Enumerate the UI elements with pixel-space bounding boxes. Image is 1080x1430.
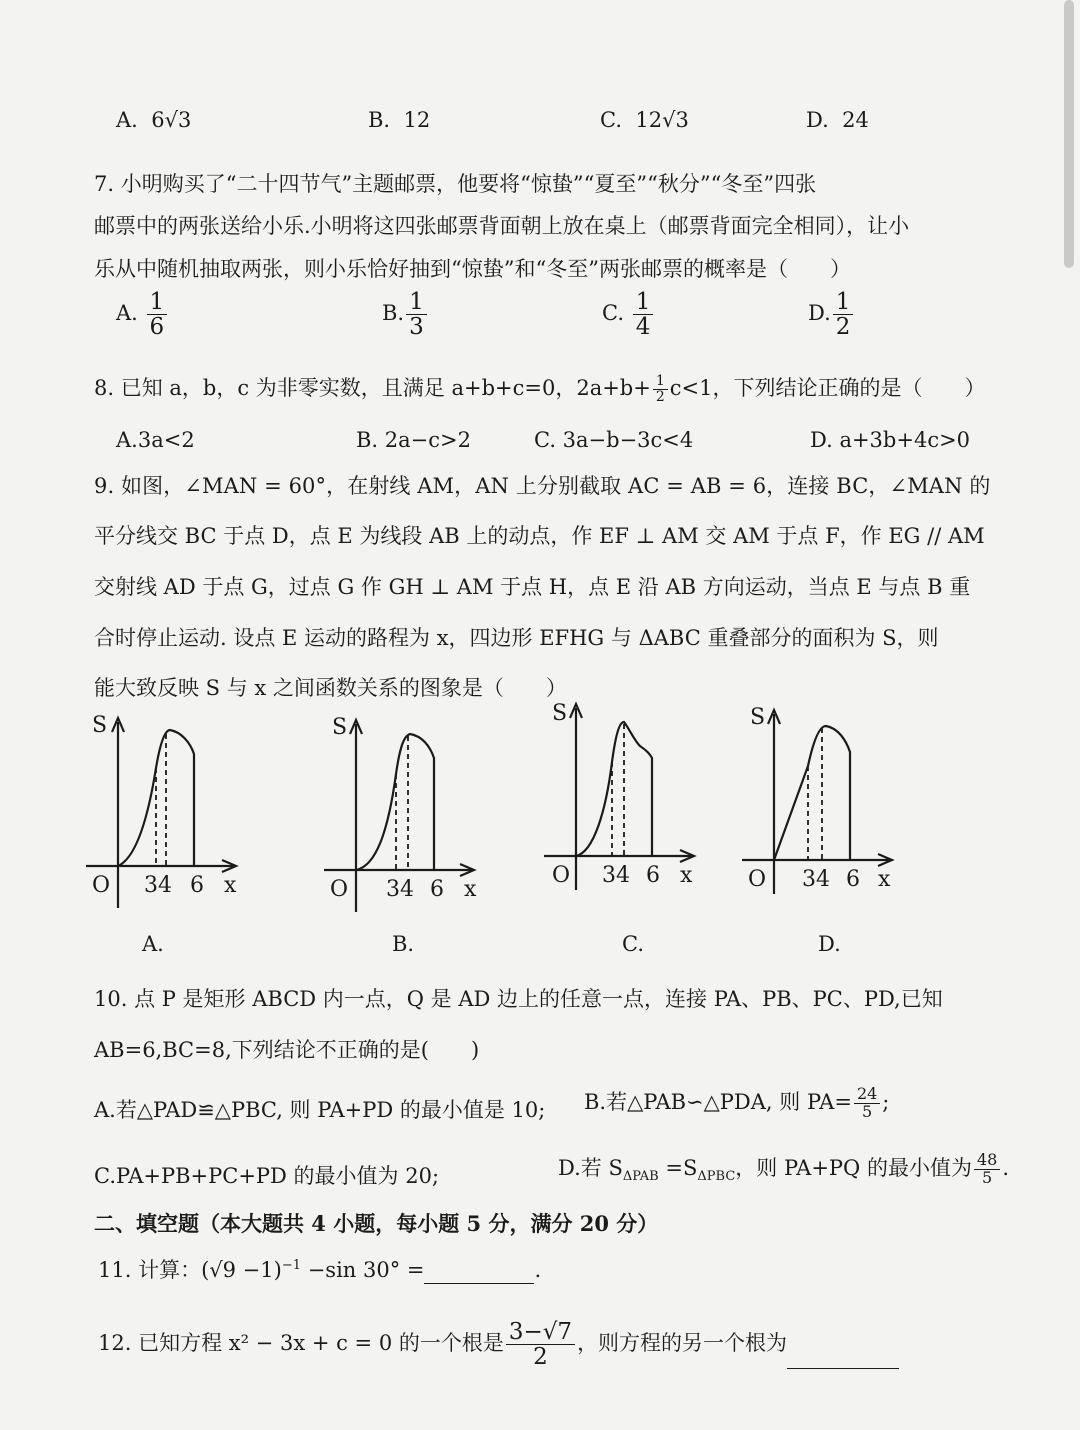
graph-c-s-label: S xyxy=(552,701,568,726)
q11-line: 11. 计算：$(√9 -1)^{-1} -\sin$ 30° = . xyxy=(98,1258,542,1282)
graph-d-s-label: S xyxy=(750,705,766,730)
q8-half-fraction: $\frac{1}{2}$ xyxy=(653,374,668,404)
q10-option-a: A.若△PAD≌△PBC, 则 PA+PD 的最小值是 10; xyxy=(94,1098,546,1122)
q7-option-a: A. $\frac{1}{6}$ xyxy=(116,290,169,339)
q7-line1: 7. 小明购买了“二十四节气”主题邮票，他要将“惊蛰”“夏至”“秋分”“冬至”四张 xyxy=(94,172,817,196)
graph-a-o-label: O xyxy=(92,873,111,898)
q11-answer-blank[interactable] xyxy=(424,1263,534,1284)
graph-d-option: D. xyxy=(818,932,841,956)
q8-option-c: C. 3a−b−3c<4 xyxy=(534,428,694,452)
graph-c-tick-34: 34 xyxy=(602,863,630,888)
graph-b-o-label: O xyxy=(330,877,349,902)
graph-c-o-label: O xyxy=(552,863,571,888)
q7-line3: 乐从中随机抽取两张，则小乐恰好抽到“惊蛰”和“冬至”两张邮票的概率是（ ） xyxy=(94,257,851,281)
graph-c-tick-6: 6 xyxy=(646,863,660,888)
q10-option-b-fraction: $\frac{24}{5}$ xyxy=(854,1086,880,1121)
q9-line1: 9. 如图，∠MAN = 60°，在射线 AM，AN 上分别截取 AC = AB = 6，连接 BC，∠MAN 的 xyxy=(94,474,991,498)
graph-c-option: C. xyxy=(622,932,644,956)
graph-b-tick-6: 6 xyxy=(430,877,444,902)
graph-a-s-label: S xyxy=(92,713,108,738)
q12-line: 12. 已知方程 x² − 3x + c = 0 的一个根是 $\frac{3-√7}{2}$ ，则方程的另一个根为 xyxy=(98,1320,899,1369)
q7-option-c: C. $\frac{1}{4}$ xyxy=(602,290,655,339)
graph-b-option: B. xyxy=(392,932,415,956)
q12-answer-blank[interactable] xyxy=(787,1348,899,1369)
q6-option-b: B. 12 xyxy=(368,108,431,132)
graph-b-x-label: x xyxy=(464,877,477,902)
graph-d-tick-34: 34 xyxy=(802,867,830,892)
graph-a-tick-6: 6 xyxy=(190,873,204,898)
q9-line3: 交射线 AD 于点 G，过点 G 作 GH ⊥ AM 于点 H，点 E 沿 AB 方向运动，当点 E 与点 B 重 xyxy=(94,575,971,599)
q9-line5: 能大致反映 S 与 x 之间函数关系的图象是（ ） xyxy=(94,676,567,700)
graph-d-tick-6: 6 xyxy=(846,867,860,892)
graph-d xyxy=(742,704,902,904)
graph-b-s-label: S xyxy=(332,715,348,740)
q6-option-a-value: 6√3 xyxy=(151,108,192,132)
q8-option-d: D. a+3b+4c>0 xyxy=(810,428,971,452)
q12-root-fraction: $\frac{3-√7}{2}$ xyxy=(506,1320,575,1369)
graph-b-tick-34: 34 xyxy=(386,877,414,902)
q7-option-b: B. $\frac{1}{3}$ xyxy=(382,290,429,339)
q6-option-a: A. 6√3 xyxy=(116,108,192,132)
graph-a-tick-34: 34 xyxy=(144,873,172,898)
graph-d-o-label: O xyxy=(748,867,767,892)
q6-option-c: C. 12√3 xyxy=(600,108,689,132)
q10-option-c: C.PA+PB+PC+PD 的最小值为 20; xyxy=(94,1164,440,1188)
graph-a-option: A. xyxy=(142,932,164,956)
q10-option-d: D.若 $S_{\Delta PAB} =S_{\Delta PBC}$，则 PA+PQ 的最小值为 $\frac{48}{5}$ . xyxy=(558,1150,1009,1187)
graph-a-x-label: x xyxy=(224,873,237,898)
q7-option-a-fraction: $\frac{1}{6}$ xyxy=(147,290,168,339)
graph-c xyxy=(544,700,704,900)
q9-line4: 合时停止运动. 设点 E 运动的路程为 x，四边形 EFHG 与 ΔABC 重叠部分的面积为 S，则 xyxy=(94,626,939,650)
q9-line2: 平分线交 BC 于点 D，点 E 为线段 AB 上的动点，作 EF ⊥ AM 交 AM 于点 F，作 EG // AM xyxy=(94,524,985,548)
q6-option-d: D. 24 xyxy=(806,108,869,132)
q10-option-b: B.若△PAB∽△PDA, 则 PA= $\frac{24}{5}$ ; xyxy=(584,1084,890,1121)
q8-stem: 8. 已知 a，b，c 为非零实数，且满足 a+b+c=0，2a+b+ $\frac{1}{2}$ c<1，下列结论正确的是（ ） xyxy=(94,373,986,405)
graph-b xyxy=(324,712,484,917)
q8-option-a: A.3a<2 xyxy=(116,428,195,452)
graph-d-x-label: x xyxy=(878,867,891,892)
graph-c-x-label: x xyxy=(680,863,693,888)
scrollbar[interactable] xyxy=(1064,0,1074,268)
q7-line2: 邮票中的两张送给小乐.小明将这四张邮票背面朝上放在桌上（邮票背面完全相同），让小 xyxy=(94,214,910,238)
graph-a xyxy=(86,708,246,913)
q10-line2: AB=6,BC=8,下列结论不正确的是( ) xyxy=(94,1038,480,1062)
q7-option-d: D. $\frac{1}{2}$ xyxy=(808,290,855,339)
q8-option-b: B. 2a−c>2 xyxy=(356,428,471,452)
section-2-title: 二、填空题（本大题共 4 小题，每小题 5 分，满分 20 分） xyxy=(94,1211,659,1236)
q10-option-d-fraction: $\frac{48}{5}$ xyxy=(974,1152,1000,1187)
q10-line1: 10. 点 P 是矩形 ABCD 内一点，Q 是 AD 边上的任意一点，连接 PA、PB、PC、PD,已知 xyxy=(94,987,943,1011)
